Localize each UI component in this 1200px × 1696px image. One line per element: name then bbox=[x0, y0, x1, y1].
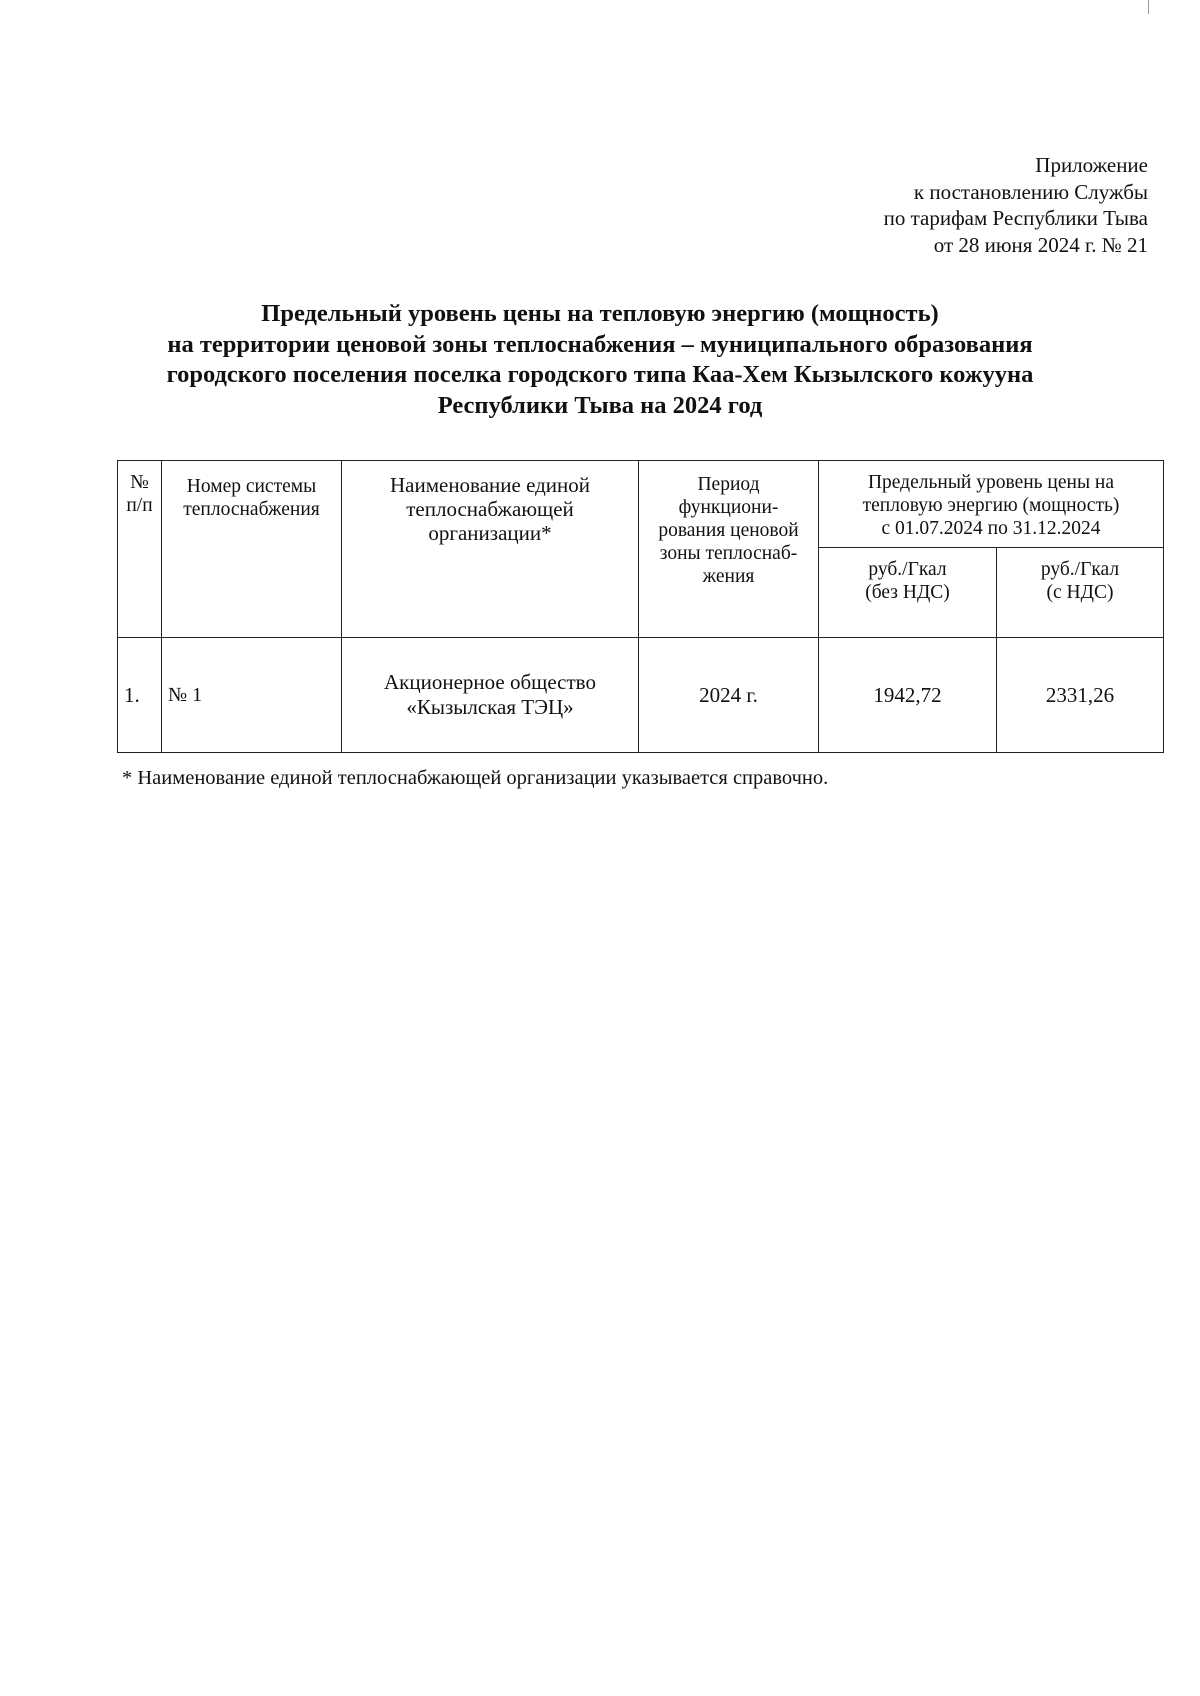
cell-price-no-vat: 1942,72 bbox=[819, 638, 997, 753]
title-line: на территории ценовой зоны теплоснабжения – муниципального образования bbox=[167, 330, 1033, 358]
title-line: Предельный уровень цены на тепловую энергию (мощность) bbox=[261, 300, 939, 327]
document-title bbox=[80, 299, 1120, 421]
table-header-row bbox=[118, 461, 1164, 548]
appendix-line: к постановлению Службы bbox=[913, 179, 1148, 204]
table-row bbox=[118, 638, 1164, 753]
cell-num: 1. bbox=[118, 638, 162, 753]
appendix-line: по тарифам Республики Тыва bbox=[883, 206, 1148, 230]
cell-period: 2024 г. bbox=[639, 638, 819, 753]
cell-organization: Акционерное общество «Кызылская ТЭЦ» bbox=[342, 638, 639, 753]
title-line: Республики Тыва на 2024 год bbox=[437, 391, 763, 419]
appendix-block bbox=[884, 152, 1148, 258]
appendix-line: от 28 июня 2024 г. № 21 bbox=[933, 232, 1148, 257]
header-period: Период функциони- рования ценовой зоны теплоснаб- жения bbox=[639, 461, 819, 638]
cell-system: № 1 bbox=[162, 638, 342, 753]
header-unit-with-vat: руб./Гкал (с НДС) bbox=[997, 548, 1164, 638]
header-organization: Наименование единой теплоснабжающей организации* bbox=[342, 461, 639, 638]
title-line: городского поселения поселка городского типа Каа-Хем Кызылского кожууна bbox=[166, 361, 1034, 388]
scan-mark bbox=[1148, 0, 1149, 14]
header-system: Номер системы теплоснабжения bbox=[162, 461, 342, 638]
footnote: * Наименование единой теплоснабжающей организации указывается справочно. bbox=[122, 767, 829, 789]
header-unit-no-vat: руб./Гкал (без НДС) bbox=[819, 548, 997, 638]
appendix-line: Приложение bbox=[1035, 153, 1148, 177]
cell-price-with-vat: 2331,26 bbox=[997, 638, 1164, 753]
header-num: № п/п bbox=[118, 461, 162, 638]
tariff-table bbox=[117, 460, 1164, 753]
header-price-limit: Предельный уровень цены на тепловую энергию (мощность) с 01.07.2024 по 31.12.2024 bbox=[819, 461, 1164, 548]
